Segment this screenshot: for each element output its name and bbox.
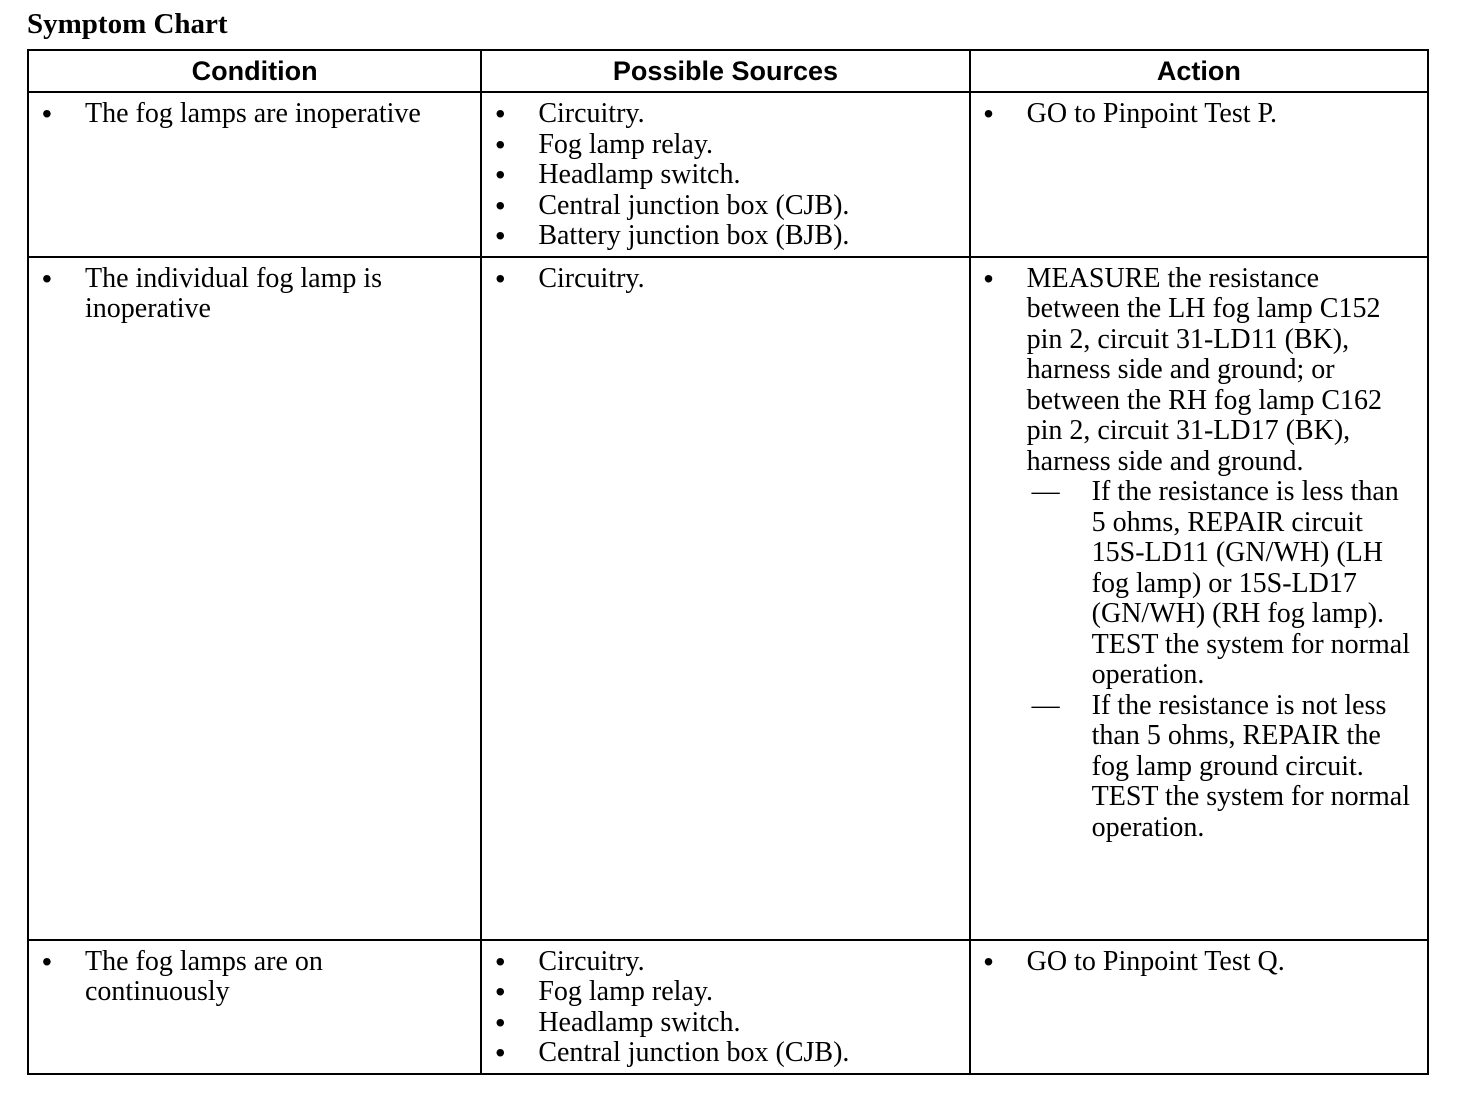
list-item: • GO to Pinpoint Test Q. bbox=[983, 945, 1285, 977]
list-item: • The fog lamps are on continuously bbox=[42, 945, 323, 1007]
table-row bbox=[28, 257, 1428, 940]
list-item: • GO to Pinpoint Test P. bbox=[983, 98, 1278, 129]
sources-cell bbox=[481, 257, 969, 940]
column-header-condition: Condition bbox=[28, 50, 481, 92]
list-item: • The fog lamps are inoperative bbox=[42, 98, 421, 129]
list-item bbox=[981, 264, 1417, 844]
bullet-icon: • bbox=[495, 159, 506, 190]
dash-icon: — bbox=[1031, 476, 1060, 507]
bullet-icon: • bbox=[495, 976, 506, 1007]
sub-list-item: — If the resistance is less than 5 ohms, REPAIR circuit 15S-LD11 (GN/WH) (LH fog lamp) or 15S-LD17 (GN/WH) (RH fog lamp). TEST the system for normal operation. bbox=[1031, 476, 1410, 690]
list-item: • Fog lamp relay. bbox=[495, 976, 714, 1007]
list-item: • Circuitry. bbox=[495, 262, 645, 294]
bullet-icon: • bbox=[495, 220, 506, 251]
bullet-icon: • bbox=[495, 98, 506, 129]
action-sub-list bbox=[1027, 477, 1417, 843]
bullet-icon: • bbox=[495, 128, 506, 160]
dash-icon: — bbox=[1031, 689, 1060, 721]
bullet-icon: • bbox=[42, 98, 52, 129]
action-cell bbox=[970, 940, 1428, 1074]
condition-cell bbox=[28, 940, 481, 1074]
bullet-icon: • bbox=[495, 945, 506, 977]
bullet-icon: • bbox=[983, 262, 994, 294]
bullet-icon: • bbox=[495, 1037, 506, 1068]
column-header-sources: Possible Sources bbox=[481, 50, 969, 92]
list-item: • The individual fog lamp is inoperative bbox=[42, 262, 383, 324]
list-item: • Circuitry. bbox=[495, 98, 645, 129]
bullet-icon: • bbox=[983, 98, 994, 129]
condition-cell bbox=[28, 257, 481, 940]
list-item: • Circuitry. bbox=[495, 945, 645, 977]
page-title: Symptom Chart bbox=[27, 8, 228, 40]
bullet-icon: • bbox=[983, 945, 994, 977]
condition-cell bbox=[28, 92, 481, 257]
sub-list-item: — If the resistance is not less than 5 ohms, REPAIR the fog lamp ground circuit. TEST the system for normal operation. bbox=[1031, 689, 1410, 843]
sources-cell bbox=[481, 940, 969, 1074]
list-item: • Fog lamp relay. bbox=[495, 128, 714, 160]
action-cell bbox=[970, 92, 1428, 257]
table-header-row bbox=[28, 50, 1428, 92]
table-row bbox=[28, 92, 1428, 257]
bullet-icon: • bbox=[495, 262, 506, 294]
list-item: • Central junction box (CJB). bbox=[495, 189, 850, 221]
bullet-icon: • bbox=[42, 262, 52, 294]
table-row bbox=[28, 940, 1428, 1074]
bullet-icon: • bbox=[495, 1006, 506, 1038]
list-item: • Battery junction box (BJB). bbox=[495, 220, 850, 251]
action-cell bbox=[970, 257, 1428, 940]
sources-cell bbox=[481, 92, 969, 257]
symptom-table bbox=[27, 49, 1429, 1075]
bullet-icon: • bbox=[42, 945, 52, 977]
list-item: • Central junction box (CJB). bbox=[495, 1037, 850, 1068]
bullet-icon: • bbox=[495, 189, 506, 221]
column-header-action: Action bbox=[970, 50, 1428, 92]
action-text: MEASURE the resistance between the LH fog lamp C152 pin 2, circuit 31-LD11 (BK), harness side and ground; or between the RH fog lamp C162 pin 2, circuit 31-LD17 (BK), harness side and ground. bbox=[1026, 262, 1383, 477]
list-item: • Headlamp switch. bbox=[495, 159, 741, 190]
list-item: • Headlamp switch. bbox=[495, 1006, 741, 1038]
